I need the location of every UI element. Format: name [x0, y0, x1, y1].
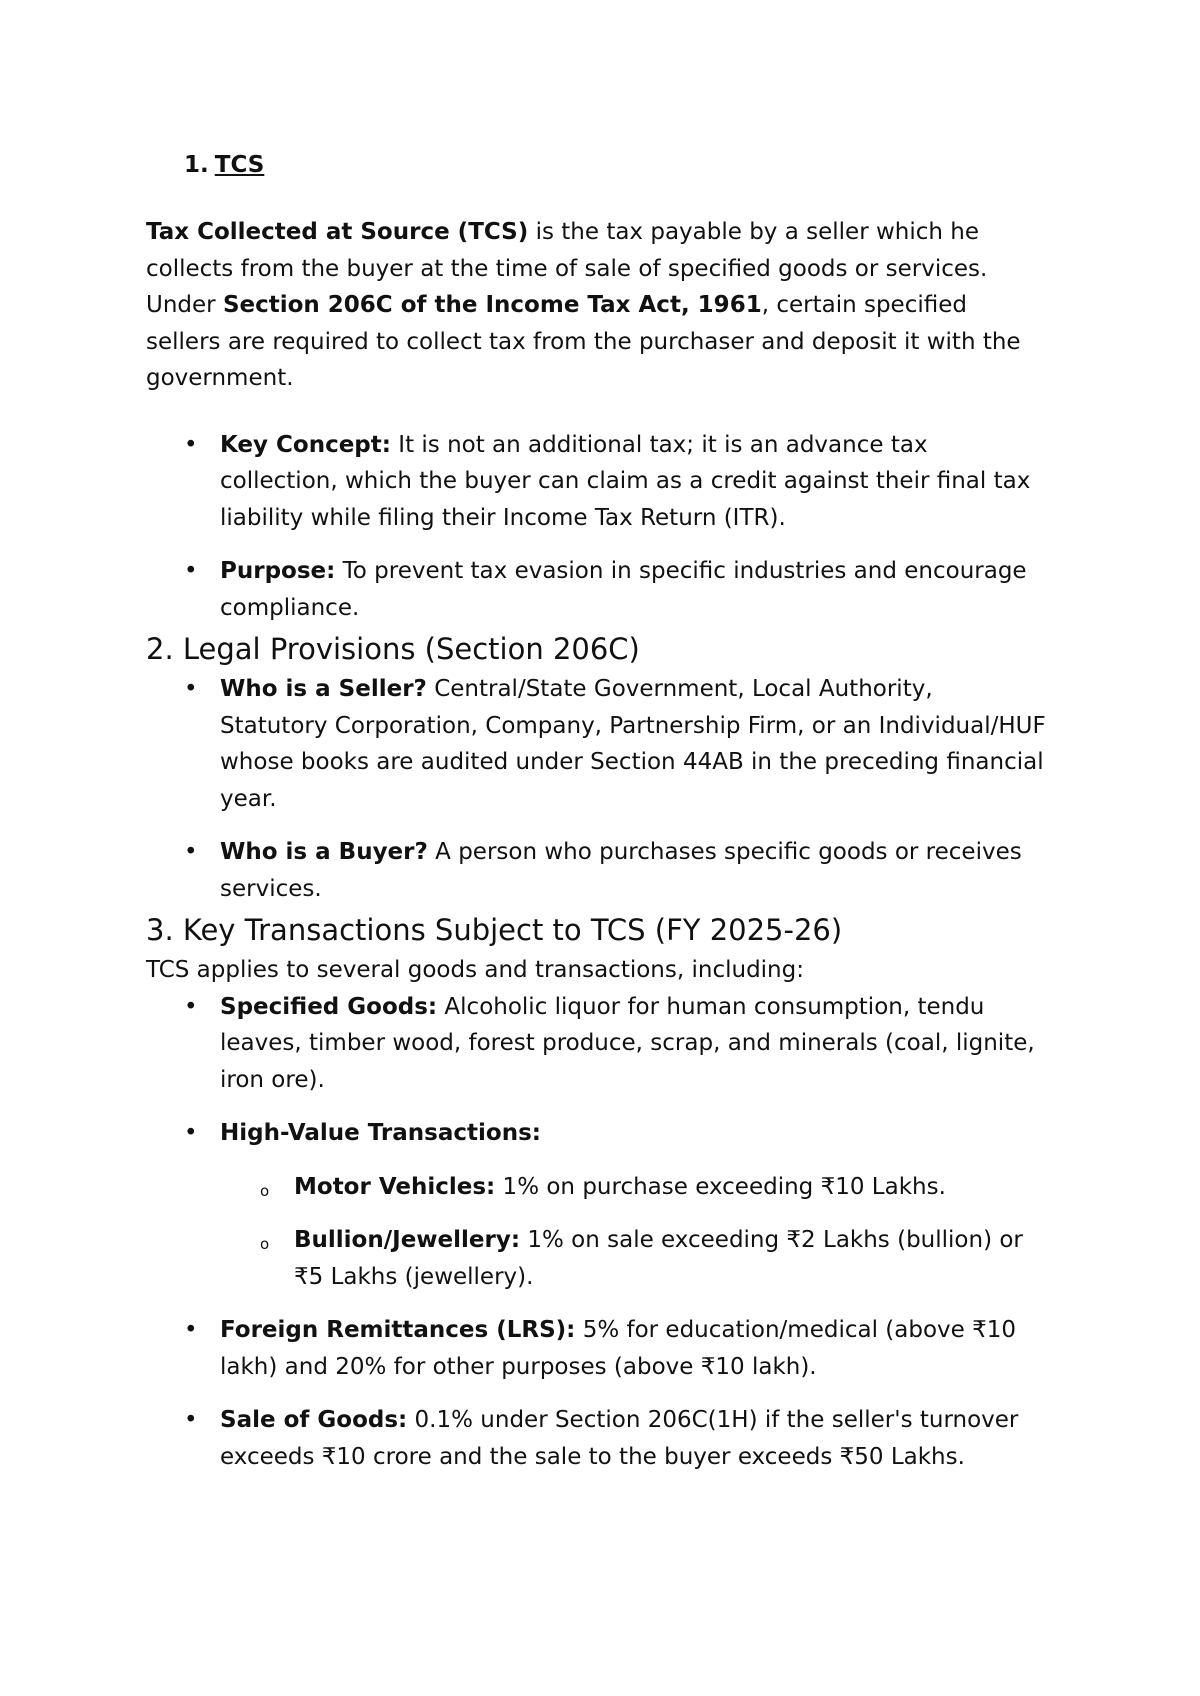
- list-item-label: Purpose:: [220, 558, 336, 584]
- sublist-item-label: Bullion/Jewellery:: [294, 1227, 521, 1253]
- list-item-high-value: [146, 1115, 1046, 1295]
- list-item-label: Who is a Seller?: [220, 676, 427, 702]
- list-item-text: A person who purchases specific goods or receives services.: [220, 839, 1022, 902]
- transactions-intro: TCS applies to several goods and transactions, including:: [146, 957, 804, 983]
- list-item-text: To prevent tax evasion in specific industries and encourage compliance.: [220, 558, 1027, 621]
- legal-provisions-list: [146, 671, 1046, 907]
- list-item-text: Alcoholic liquor for human consumption, tendu leaves, timber wood, forest produce, scrap, and minerals (coal, lignite, iron ore).: [220, 993, 1035, 1093]
- heading-tcs: [184, 150, 1046, 180]
- list-item-text: Central/State Government, Local Authority, Statutory Corporation, Company, Partnership Firm, or an Individual/HUF whose books are audited under Section 44AB in the preceding financial year.: [220, 676, 1046, 812]
- high-value-sublist: [220, 1169, 1046, 1296]
- list-item-label: Foreign Remittances (LRS):: [220, 1317, 576, 1343]
- list-item-key-concept: [146, 427, 1046, 537]
- list-item-purpose: [146, 553, 1046, 626]
- list-item-buyer: [146, 834, 1046, 907]
- sublist-item-bullion: [220, 1222, 1046, 1295]
- document-body: [146, 150, 1046, 1492]
- heading-number: 1.: [184, 152, 209, 178]
- list-item-text: It is not an additional tax; it is an advance tax collection, which the buyer can claim as a credit against their final tax liability while filing their Income Tax Return (ITR).: [220, 431, 1031, 531]
- heading-title: TCS: [214, 152, 265, 178]
- list-item-label: Specified Goods:: [220, 993, 438, 1020]
- heading-legal-provisions: 2. Legal Provisions (Section 206C): [146, 632, 640, 666]
- transactions-list: [146, 989, 1046, 1476]
- list-item-seller: [146, 671, 1046, 817]
- intro-text-2: , certain specified sellers are required to collect tax from the purchaser and deposit it with the government.: [146, 292, 1021, 391]
- list-item-label: Sale of Goods:: [220, 1407, 408, 1433]
- list-item-specified-goods: [146, 989, 1046, 1099]
- intro-text-1: is the tax payable by a seller which he collects from the buyer at the time of sale of specified goods or services. Under: [146, 219, 988, 318]
- sublist-item-motor-vehicles: [220, 1169, 1046, 1206]
- intro-paragraph: [146, 214, 1046, 397]
- list-item-sale-of-goods: [146, 1402, 1046, 1475]
- list-item-label: Who is a Buyer?: [220, 839, 428, 865]
- tcs-points-list: [146, 427, 1046, 627]
- heading-key-transactions: 3. Key Transactions Subject to TCS (FY 2025-26): [146, 913, 843, 947]
- sublist-item-label: Motor Vehicles:: [294, 1173, 496, 1200]
- tcs-term: Tax Collected at Source (TCS): [146, 219, 529, 245]
- list-item-text: 5% for education/medical (above ₹10 lakh) and 20% for other purposes (above ₹10 lakh).: [220, 1317, 1017, 1380]
- list-item-label: High-Value Transactions:: [220, 1120, 541, 1146]
- sublist-item-text: 1% on sale exceeding ₹2 Lakhs (bullion) or ₹5 Lakhs (jewellery).: [294, 1227, 1023, 1290]
- list-item-foreign-remittances: [146, 1312, 1046, 1385]
- list-item-text: 0.1% under Section 206C(1H) if the seller's turnover exceeds ₹10 crore and the sale to the buyer exceeds ₹50 Lakhs.: [220, 1407, 1019, 1470]
- sublist-item-text: 1% on purchase exceeding ₹10 Lakhs.: [495, 1173, 946, 1200]
- section-reference: Section 206C of the Income Tax Act, 1961: [222, 292, 762, 318]
- list-item-label: Key Concept:: [220, 431, 391, 458]
